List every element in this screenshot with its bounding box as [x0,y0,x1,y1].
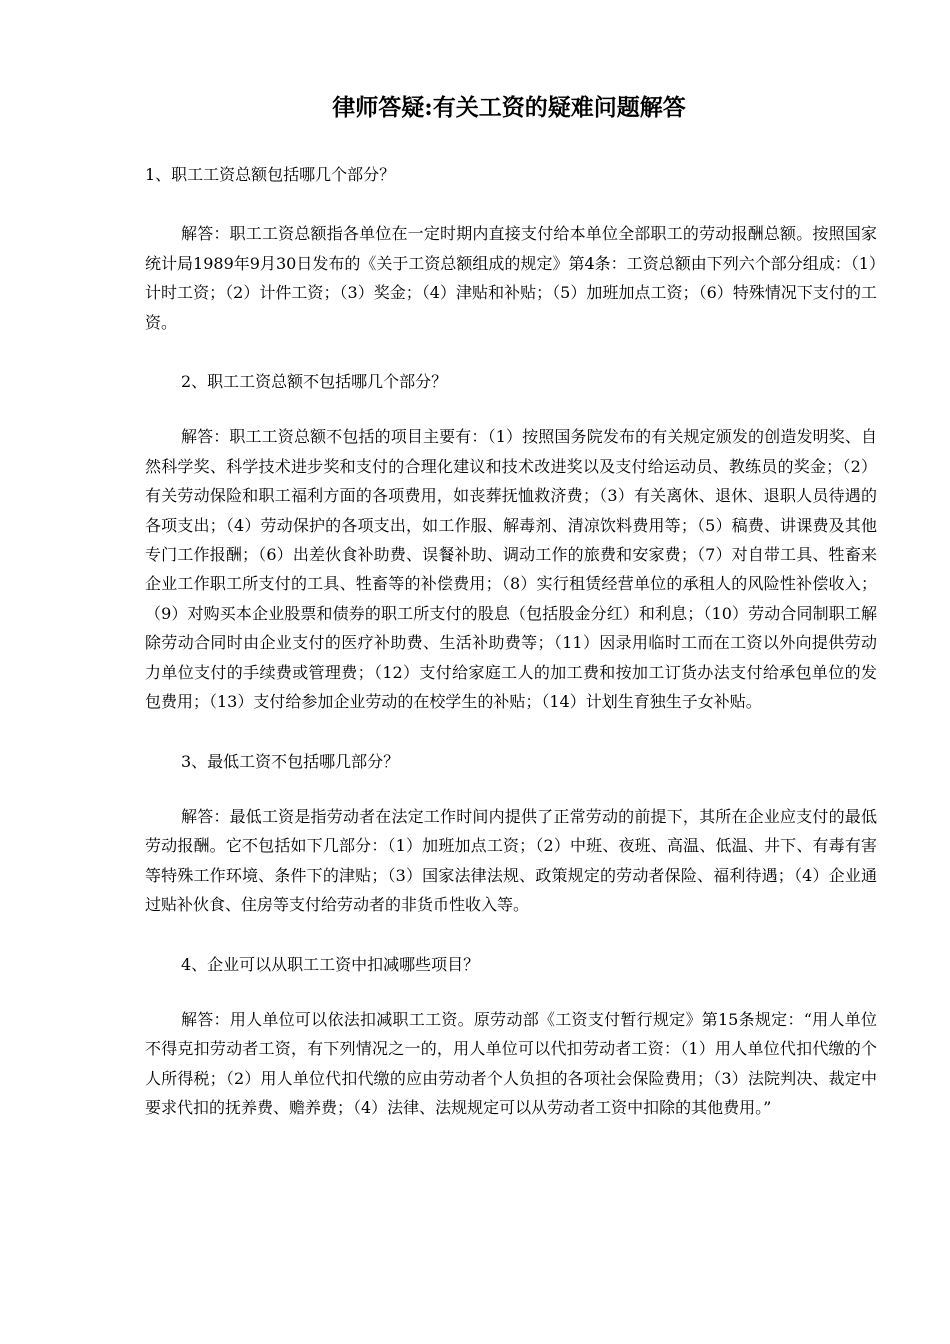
document-title: 律师答疑:有关工资的疑难问题解答 [332,94,686,121]
document-body [145,160,877,1153]
question-1: 1、职工工资总额包括哪几个部分？ [145,165,396,184]
answer-4: 解答：用人单位可以依法扣减职工工资。原劳动部《工资支付暂行规定》第15条规定：“用人单位不得克扣劳动者工资，有下列情况之一的，用人单位可以代扣劳动者工资：（1）用人单位代扣代缴的个人所得税；（2）用人单位代扣代缴的应由劳动者个人负担的各项社会保险费用；（3）法院判决、裁定中要求代扣的抚养费、赡养费；（4）法律、法规规定可以从劳动者工资中扣除的其他费用。” [145,1009,877,1118]
answer-3: 解答：最低工资是指劳动者在法定工作时间内提供了正常劳动的前提下，其所在企业应支付的最低劳动报酬。它不包括如下几部分：（1）加班加点工资；（2）中班、夜班、高温、低温、井下、有毒有害等特殊工作环境、条件下的津贴；（3）国家法律法规、政策规定的劳动者保险、福利待遇；（4）企业通过贴补伙食、住房等支付给劳动者的非货币性收入等。 [145,806,877,915]
answer-1: 解答：职工工资总额指各单位在一定时期内直接支付给本单位全部职工的劳动报酬总额。按照国家统计局1989年9月30日发布的《关于工资总额组成的规定》第4条：工资总额由下列六个部分组成：（1）计时工资；（2）计件工资；（3）奖金；（4）津贴和补贴；（5）加班加点工资；（6）特殊情况下支付的工资。 [145,224,877,332]
answer-2: 解答：职工工资总额不包括的项目主要有：（1）按照国务院发布的有关规定颁发的创造发明奖、自然科学奖、科学技术进步奖和支付的合理化建议和技术改进奖以及支付给运动员、教练员的奖金；（2）有关劳动保险和职工福利方面的各项费用，如丧葬抚恤救济费；（3）有关离休、退休、退职人员待遇的各项支出；（4）劳动保护的各项支出，如工作服、解毒剂、清凉饮料费用等；（5）稿费、讲课费及其他专门工作报酬；（6）出差伙食补助费、误餐补助、调动工作的旅费和安家费；（7）对自带工具、牲畜来企业工作职工所支付的工具、牲畜等的补偿费用；（8）实行租赁经营单位的承租人的风险性补偿收入；（9）对购买本企业股票和债券的职工所支付的股息（包括股金分红）和利息；（10）劳动合同制职工解除劳动合同时由企业支付的医疗补助费、生活补助费等；（11）因录用临时工而在工资以外向提供劳动力单位支付的手续费或管理费；（12）支付给家庭工人的加工费和按加工订货办法支付给承包单位的发包费用；（13）支付给参加企业劳动的在校学生的补贴；（14）计划生育独生子女补贴。 [145,427,877,712]
question-3: 3、最低工资不包括哪几部分？ [181,751,400,771]
question-2: 2、职工工资总额不包括哪几个部分？ [181,372,448,392]
question-4: 4、企业可以从职工工资中扣减哪些项目？ [181,954,480,974]
